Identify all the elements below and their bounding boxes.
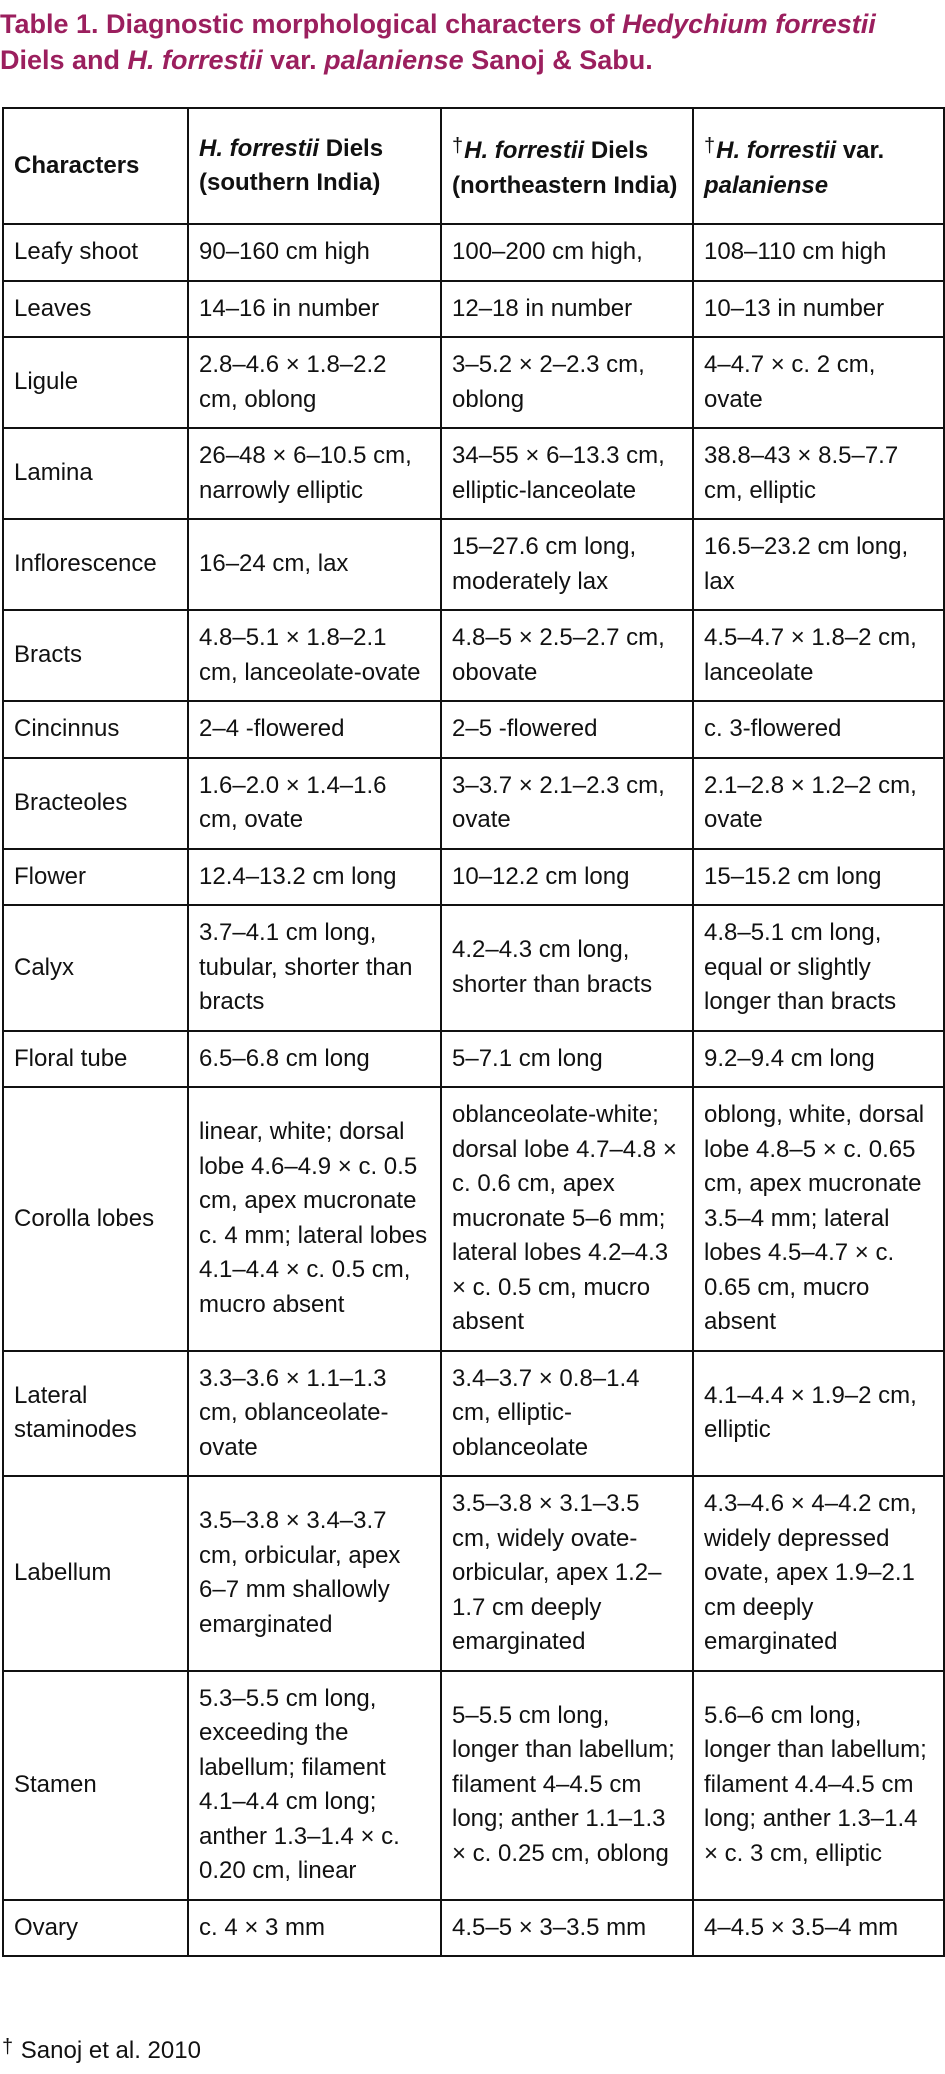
table-row	[3, 905, 944, 1031]
cell-character: Lamina	[3, 428, 188, 519]
cell-southern-india: 2–4 -flowered	[188, 701, 441, 758]
dagger-mark: †	[452, 135, 464, 157]
cell-southern-india: 3.3–3.6 × 1.1–1.3 cm, oblanceolate-ovate	[188, 1351, 441, 1477]
cell-character: Inflorescence	[3, 519, 188, 610]
cell-character: Cincinnus	[3, 701, 188, 758]
cell-northeastern-india: 34–55 × 6–13.3 cm, elliptic-lanceolate	[441, 428, 693, 519]
cell-southern-india: 6.5–6.8 cm long	[188, 1031, 441, 1088]
cell-character: Labellum	[3, 1476, 188, 1671]
morphology-table	[2, 107, 945, 1957]
cell-character: Flower	[3, 849, 188, 906]
table-row	[3, 337, 944, 428]
cell-var-palaniense: 38.8–43 × 8.5–7.7 cm, elliptic	[693, 428, 944, 519]
cell-southern-india: 3.7–4.1 cm long, tubular, shorter than bracts	[188, 905, 441, 1031]
cell-var-palaniense: 4.3–4.6 × 4–4.2 cm, widely depressed ovate, apex 1.9–2.1 cm deeply emarginated	[693, 1476, 944, 1671]
cell-southern-india: 5.3–5.5 cm long, exceeding the labellum; filament 4.1–4.4 cm long; anther 1.3–1.4 × c. 0.20 cm, linear	[188, 1671, 441, 1900]
cell-northeastern-india: 2–5 -flowered	[441, 701, 693, 758]
cell-northeastern-india: 100–200 cm high,	[441, 224, 693, 281]
cell-var-palaniense: 4.8–5.1 cm long, equal or slightly longer than bracts	[693, 905, 944, 1031]
header-southern-india: H. forrestii Diels (southern India)	[188, 108, 441, 224]
cell-var-palaniense: 4.1–4.4 × 1.9–2 cm, elliptic	[693, 1351, 944, 1477]
cell-character: Leafy shoot	[3, 224, 188, 281]
table-row	[3, 281, 944, 338]
caption-line-1: Table 1. Diagnostic morphological characters of Hedychium forrestii	[0, 9, 876, 39]
table-row	[3, 224, 944, 281]
cell-northeastern-india: 3.5–3.8 × 3.1–3.5 cm, widely ovate-orbicular, apex 1.2–1.7 cm deeply emarginated	[441, 1476, 693, 1671]
cell-var-palaniense: 10–13 in number	[693, 281, 944, 338]
cell-character: Corolla lobes	[3, 1087, 188, 1351]
cell-var-palaniense: 4–4.7 × c. 2 cm, ovate	[693, 337, 944, 428]
header-characters: Characters	[3, 108, 188, 224]
cell-southern-india: 4.8–5.1 × 1.8–2.1 cm, lanceolate-ovate	[188, 610, 441, 701]
cell-northeastern-india: 4.2–4.3 cm long, shorter than bracts	[441, 905, 693, 1031]
cell-northeastern-india: 4.8–5 × 2.5–2.7 cm, obovate	[441, 610, 693, 701]
cell-character: Leaves	[3, 281, 188, 338]
cell-northeastern-india: 3–3.7 × 2.1–2.3 cm, ovate	[441, 758, 693, 849]
cell-character: Lateral staminodes	[3, 1351, 188, 1477]
caption-line-2: Diels and H. forrestii var. palaniense Sanoj & Sabu.	[0, 45, 653, 75]
header-northeastern-india: †H. forrestii Diels (northeastern India)	[441, 108, 693, 224]
table-header-row	[3, 108, 944, 224]
cell-southern-india: 90–160 cm high	[188, 224, 441, 281]
cell-southern-india: linear, white; dorsal lobe 4.6–4.9 × c. 0.5 cm, apex mucronate c. 4 mm; lateral lobes 4.1–4.4 × c. 0.5 cm, mucro absent	[188, 1087, 441, 1351]
cell-northeastern-india: 15–27.6 cm long, moderately lax	[441, 519, 693, 610]
cell-southern-india: 3.5–3.8 × 3.4–3.7 cm, orbicular, apex 6–7 mm shallowly emarginated	[188, 1476, 441, 1671]
table-footnote: † Sanoj et al. 2010	[2, 2036, 201, 2064]
cell-var-palaniense: 4–4.5 × 3.5–4 mm	[693, 1900, 944, 1957]
cell-southern-india: 1.6–2.0 × 1.4–1.6 cm, ovate	[188, 758, 441, 849]
cell-character: Bracteoles	[3, 758, 188, 849]
cell-var-palaniense: 4.5–4.7 × 1.8–2 cm, lanceolate	[693, 610, 944, 701]
cell-character: Calyx	[3, 905, 188, 1031]
cell-var-palaniense: 15–15.2 cm long	[693, 849, 944, 906]
table-row	[3, 701, 944, 758]
cell-northeastern-india: 10–12.2 cm long	[441, 849, 693, 906]
cell-southern-india: 14–16 in number	[188, 281, 441, 338]
cell-character: Ligule	[3, 337, 188, 428]
cell-northeastern-india: 5–7.1 cm long	[441, 1031, 693, 1088]
cell-southern-india: 16–24 cm, lax	[188, 519, 441, 610]
cell-southern-india: 2.8–4.6 × 1.8–2.2 cm, oblong	[188, 337, 441, 428]
cell-character: Stamen	[3, 1671, 188, 1900]
table-row	[3, 1671, 944, 1900]
cell-northeastern-india: 3–5.2 × 2–2.3 cm, oblong	[441, 337, 693, 428]
table-row	[3, 849, 944, 906]
table-row	[3, 1031, 944, 1088]
cell-var-palaniense: 16.5–23.2 cm long, lax	[693, 519, 944, 610]
table-body	[3, 224, 944, 1956]
header-var-palaniense: †H. forrestii var. palaniense	[693, 108, 944, 224]
cell-var-palaniense: 108–110 cm high	[693, 224, 944, 281]
table-row	[3, 1087, 944, 1351]
cell-northeastern-india: 4.5–5 × 3–3.5 mm	[441, 1900, 693, 1957]
table-row	[3, 428, 944, 519]
table-row	[3, 1900, 944, 1957]
cell-var-palaniense: 5.6–6 cm long, longer than labellum; filament 4.4–4.5 cm long; anther 1.3–1.4 × c. 3 cm, elliptic	[693, 1671, 944, 1900]
cell-character: Bracts	[3, 610, 188, 701]
cell-southern-india: 26–48 × 6–10.5 cm, narrowly elliptic	[188, 428, 441, 519]
table-row	[3, 519, 944, 610]
cell-northeastern-india: 12–18 in number	[441, 281, 693, 338]
table-caption	[0, 6, 945, 78]
cell-var-palaniense: c. 3-flowered	[693, 701, 944, 758]
table-row	[3, 758, 944, 849]
table-row	[3, 1351, 944, 1477]
table-row	[3, 610, 944, 701]
cell-var-palaniense: 9.2–9.4 cm long	[693, 1031, 944, 1088]
cell-var-palaniense: 2.1–2.8 × 1.2–2 cm, ovate	[693, 758, 944, 849]
dagger-mark: †	[704, 135, 716, 157]
cell-northeastern-india: 3.4–3.7 × 0.8–1.4 cm, elliptic-oblanceolate	[441, 1351, 693, 1477]
cell-northeastern-india: oblanceolate-white; dorsal lobe 4.7–4.8 × c. 0.6 cm, apex mucronate 5–6 mm; lateral lobes 4.2–4.3 × c. 0.5 cm, mucro absent	[441, 1087, 693, 1351]
cell-northeastern-india: 5–5.5 cm long, longer than labellum; filament 4–4.5 cm long; anther 1.1–1.3 × c. 0.25 cm, oblong	[441, 1671, 693, 1900]
cell-character: Floral tube	[3, 1031, 188, 1088]
table-row	[3, 1476, 944, 1671]
dagger-mark: †	[2, 2036, 14, 2058]
cell-character: Ovary	[3, 1900, 188, 1957]
cell-southern-india: c. 4 × 3 mm	[188, 1900, 441, 1957]
cell-var-palaniense: oblong, white, dorsal lobe 4.8–5 × c. 0.65 cm, apex mucronate 3.5–4 mm; lateral lobes 4.5–4.7 × c. 0.65 cm, mucro absent	[693, 1087, 944, 1351]
cell-southern-india: 12.4–13.2 cm long	[188, 849, 441, 906]
